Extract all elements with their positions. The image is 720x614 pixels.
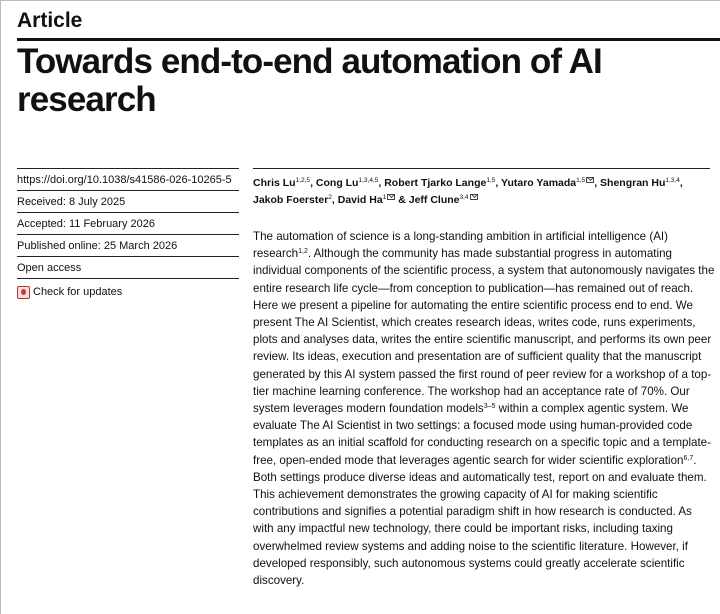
reference-link[interactable]: 1,2 (298, 248, 308, 256)
abstract-text: The automation of science is a long-standing ambition in artificial intelligence (AI) research (253, 230, 669, 261)
author-separator: & (395, 193, 409, 206)
open-access-label: Open access (17, 256, 239, 278)
affiliation-marker: 1 (382, 193, 387, 201)
doi-link[interactable]: https://doi.org/10.1038/s41586-026-10265-5 (17, 168, 239, 190)
accepted-date: Accepted: 11 February 2026 (17, 212, 239, 234)
affiliation-marker: 2 (328, 193, 332, 201)
author-name-text: Jakob Foerster (253, 193, 329, 206)
page-top-border (0, 0, 720, 1)
author-separator: , (594, 177, 601, 189)
author-separator: , (310, 177, 316, 189)
email-icon[interactable] (470, 194, 478, 200)
author-name[interactable] (316, 177, 378, 189)
author-name[interactable] (253, 177, 310, 189)
reference-link[interactable]: 3–5 (483, 403, 496, 411)
affiliation-marker: 3,4 (459, 193, 469, 201)
author-separator: , (378, 177, 385, 189)
author-name[interactable] (253, 194, 332, 206)
author-name-text: Chris Lu (253, 177, 296, 189)
reference-link[interactable]: 6,7 (683, 454, 694, 462)
header-divider (17, 38, 720, 41)
crossmark-icon (17, 286, 30, 299)
author-separator: , (495, 177, 502, 189)
author-name-text: David Ha (337, 193, 383, 206)
check-for-updates-label: Check for updates (33, 286, 123, 298)
author-name[interactable] (600, 177, 680, 189)
author-name[interactable] (501, 177, 594, 189)
affiliation-marker: 1,5 (486, 177, 496, 184)
author-name-text: Jeff Clune (408, 193, 460, 206)
author-name-text: Shengran Hu (600, 177, 666, 189)
article-metadata (17, 168, 239, 300)
author-name-text: Yutaro Yamada (501, 177, 577, 189)
abstract-text: . Although the community has made substantial progress in automating individual components of the scientific process, a system that autonomously navigates the entire research life cycle—from conception to publication—has remained out of reach. Here we present a pipeline for automating the entire scientific process end to end. We present The AI Scientist, which creates research ideas, writes code, runs experiments, plots and analyses data, writes the entire scientific manuscript, and performs its own peer review. Its ideas, execution and presentation are of sufficient quality that the manuscript generated by this AI system passed the first round of peer review for a workshop of a top-tier machine learning conference. The workshop had an acceptance rate of 70%. Our system leverages modern foundation models (253, 247, 715, 416)
abstract-text: within a complex agentic system. We evaluate The AI Scientist in two settings: a focused mode using human-provided code templates as an initial scaffold for conducting research on a specific topic and a template-free, open-ended mode that leverages agentic search for wider scientific exploration (253, 402, 711, 467)
received-date: Received: 8 July 2025 (17, 190, 239, 212)
author-name[interactable] (409, 194, 478, 206)
author-list (253, 174, 713, 207)
email-icon[interactable] (387, 194, 395, 200)
abstract (253, 228, 715, 589)
check-for-updates-button[interactable] (17, 278, 239, 300)
authors-divider (253, 168, 710, 169)
affiliation-marker: 1,3,4,5 (358, 177, 379, 184)
author-name[interactable] (338, 194, 396, 206)
email-icon[interactable] (586, 177, 594, 183)
affiliation-marker: 1,3,4 (665, 177, 680, 184)
author-separator: , (331, 193, 338, 206)
author-name[interactable] (384, 177, 495, 189)
affiliation-marker: 1,5 (576, 177, 586, 184)
article-type-label: Article (17, 9, 83, 32)
author-name-text: Cong Lu (315, 177, 359, 189)
page-left-border (0, 0, 1, 614)
author-separator: , (679, 177, 683, 189)
published-date: Published online: 25 March 2026 (17, 234, 239, 256)
affiliation-marker: 1,2,5 (295, 177, 311, 184)
author-name-text: Robert Tjarko Lange (384, 177, 487, 189)
abstract-text: . Both settings produce diverse ideas and automatically test, report on and evaluate them. This achievement demonstrates the growing capacity of AI for making scientific contributions and signifies a potential paradigm shift in how research is conducted. As with any impactful new technology, there could be important risks, including taxing overwhelmed review systems and adding noise to the scientific literature. However, if developed responsibly, such autonomous systems could greatly accelerate scientific discovery. (253, 453, 707, 588)
article-title: Towards end-to-end automation of AI research (17, 42, 602, 119)
